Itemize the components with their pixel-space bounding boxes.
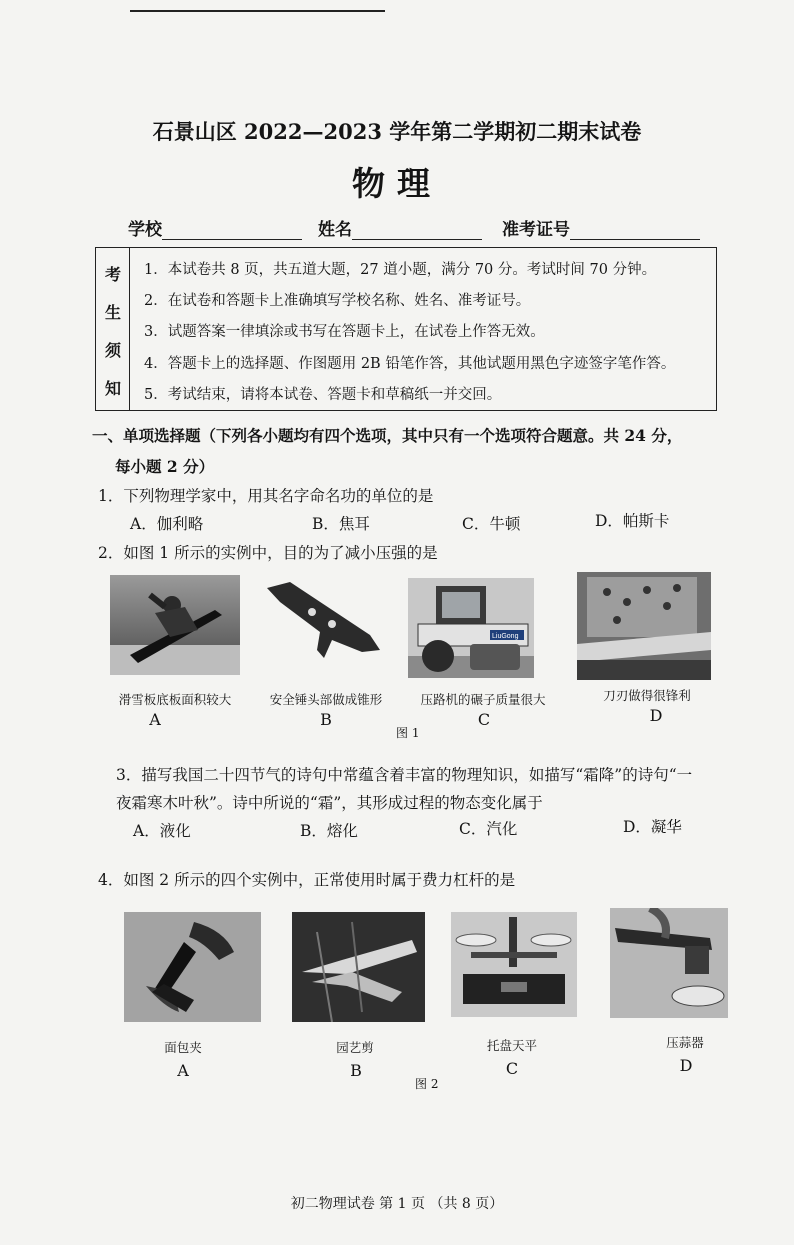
q1-stem: 1．下列物理学家中，用其名字命名功的单位的是 [98, 487, 434, 505]
name-field [318, 215, 482, 240]
notice-heading-char: 考 [104, 265, 121, 284]
tray-balance-photo [451, 912, 577, 1017]
q3-option-b[interactable]: B．熔化 [300, 822, 358, 840]
fig1-caption-d: 刀刃做得很锋利 [603, 688, 691, 703]
school-blank[interactable] [162, 221, 302, 240]
q2-option-a[interactable]: A [149, 710, 161, 729]
notice-item: 1．本试卷共 8 页，共五道大题，27 道小题，满分 70 分。考试时间 70 分钟。 [144, 262, 657, 278]
fig1-caption-c: 压路机的碾子质量很大 [420, 692, 546, 707]
q1-option-c[interactable]: C．牛顿 [462, 515, 521, 533]
q3-option-a[interactable]: A．液化 [133, 822, 191, 840]
road-roller-photo [408, 578, 534, 678]
q2-option-b[interactable]: B [320, 710, 332, 729]
section1-heading: 一、单项选择题（下列各小题均有四个选项，其中只有一个选项符合题意。共 24 分， [92, 426, 683, 445]
school-label: 学校 [128, 220, 162, 240]
notice-heading-char: 须 [104, 341, 121, 360]
page-footer: 初二物理试卷 第 1 页 （共 8 页） [290, 1196, 504, 1212]
notice-item: 2．在试卷和答题卡上准确填写学校名称、姓名、准考证号。 [144, 293, 531, 309]
fig1-label: 图 1 [396, 726, 420, 740]
knife-edge-photo [577, 572, 711, 680]
q4-option-a[interactable]: A [177, 1061, 189, 1080]
notice-heading [96, 248, 130, 410]
q3-option-c[interactable]: C．汽化 [459, 820, 518, 838]
q3-option-d[interactable]: D．凝华 [623, 818, 682, 836]
roller-brand-text: LiuGong [492, 633, 519, 640]
notice-item: 4．答题卡上的选择题、作图题用 2B 铅笔作答，其他试题用黑色字迹签字笔作答。 [144, 356, 676, 372]
q2-option-d[interactable]: D [649, 706, 663, 725]
school-field [128, 215, 302, 240]
q3-stem-line2: 夜霜寒木叶秋”。诗中所说的“霜”，其形成过程的物态变化属于 [116, 794, 543, 812]
q4-stem: 4．如图 2 所示的四个实例中，正常使用时属于费力杠杆的是 [98, 871, 516, 889]
q4-option-c[interactable]: C [505, 1059, 519, 1078]
top-rule [130, 10, 385, 12]
exam-title: 石景山区 2022—2023 学年第二学期初二期末试卷 [152, 119, 642, 144]
exam-id-label: 准考证号 [502, 220, 570, 240]
fig2-caption-a: 面包夹 [164, 1040, 202, 1055]
name-label: 姓名 [318, 220, 352, 240]
q3-stem-line1: 3．描写我国二十四节气的诗句中常蕴含着丰富的物理知识，如描写“霜降”的诗句“一 [116, 766, 693, 784]
fig2-caption-d: 压蒜器 [666, 1035, 704, 1050]
fig1-caption-a: 滑雪板底板面积较大 [118, 692, 232, 707]
notice-heading-char: 知 [104, 379, 121, 398]
candidate-notice-box [95, 247, 717, 411]
section1-heading-cont: 每小题 2 分） [115, 457, 215, 476]
subject-title: 物理 [352, 164, 442, 203]
q4-option-d[interactable]: D [679, 1056, 693, 1075]
garden-shears-photo [292, 912, 425, 1022]
q1-option-a[interactable]: A．伽利略 [130, 515, 204, 533]
name-blank[interactable] [352, 221, 482, 240]
notice-item: 5．考试结束，请将本试卷、答题卡和草稿纸一并交回。 [144, 387, 502, 403]
q1-option-b[interactable]: B．焦耳 [312, 515, 370, 533]
garlic-press-photo [610, 908, 728, 1018]
bread-clip-photo [124, 912, 261, 1022]
exam-id-field [502, 215, 700, 240]
fig2-caption-c: 托盘天平 [486, 1038, 537, 1053]
exam-id-blank[interactable] [570, 221, 700, 240]
notice-item: 3．试题答案一律填涂或书写在答题卡上，在试卷上作答无效。 [144, 324, 545, 340]
q2-option-c[interactable]: C [477, 710, 491, 729]
fig1-caption-b: 安全锤头部做成锥形 [269, 692, 383, 707]
fig2-label: 图 2 [415, 1077, 439, 1091]
safety-hammer-photo [262, 580, 382, 675]
q1-option-d[interactable]: D．帕斯卡 [595, 512, 670, 530]
fig2-caption-b: 园艺剪 [336, 1040, 374, 1055]
q4-option-b[interactable]: B [350, 1061, 362, 1080]
q2-stem: 2．如图 1 所示的实例中，目的为了减小压强的是 [98, 544, 438, 562]
snowboard-photo [110, 575, 240, 675]
notice-heading-char: 生 [104, 303, 121, 322]
